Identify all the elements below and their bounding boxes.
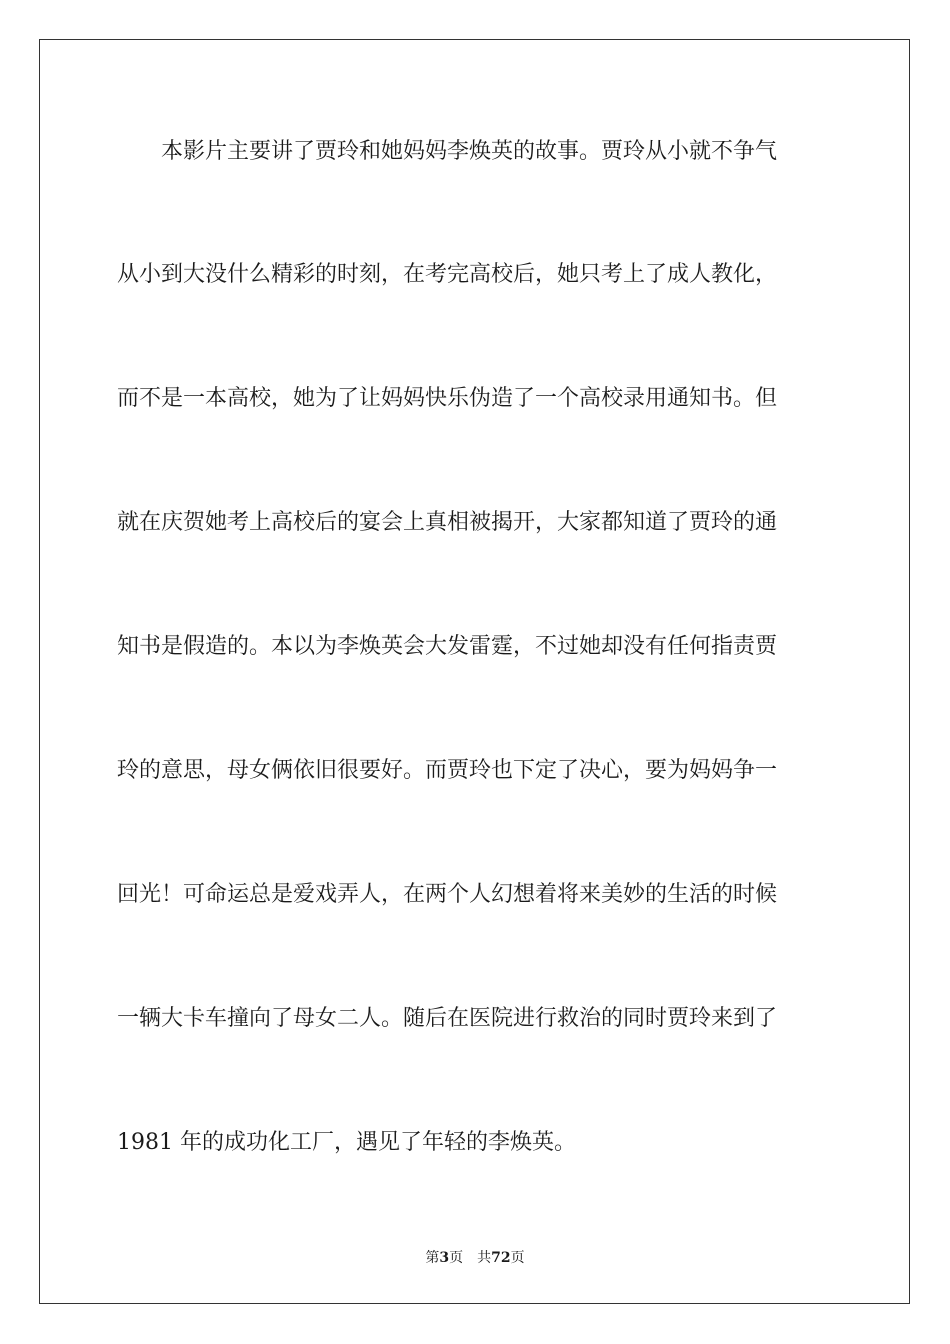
- paragraph-line-6: 玲的意思，母女俩依旧很要好。而贾玲也下定了决心，要为妈妈争一: [117, 758, 778, 783]
- total-pages-label: 共72页: [477, 1250, 525, 1266]
- paragraph-line-9: 1981 年的成功化工厂，遇见了年轻的李焕英。: [117, 1130, 576, 1155]
- paragraph-line-4: 就在庆贺她考上高校后的宴会上真相被揭开，大家都知道了贾玲的通: [117, 510, 778, 535]
- paragraph-line-3: 而不是一本高校，她为了让妈妈快乐伪造了一个高校录用通知书。但: [117, 386, 778, 411]
- paragraph-line-8: 一辆大卡车撞向了母女二人。随后在医院进行救治的同时贾玲来到了: [117, 1006, 778, 1031]
- page-number-label: 第3页: [425, 1250, 464, 1266]
- page-footer: [0, 1249, 950, 1267]
- paragraph-line-1: 本影片主要讲了贾玲和她妈妈李焕英的故事。贾玲从小就不争气: [161, 139, 778, 164]
- page-border: [39, 39, 910, 1304]
- paragraph-line-2: 从小到大没什么精彩的时刻，在考完高校后，她只考上了成人教化，: [117, 262, 778, 287]
- paragraph-line-5: 知书是假造的。本以为李焕英会大发雷霆，不过她却没有任何指责贾: [117, 634, 778, 659]
- paragraph-line-7: 回光！可命运总是爱戏弄人，在两个人幻想着将来美妙的生活的时候: [117, 882, 778, 907]
- total-page-count: 72: [491, 1250, 511, 1266]
- current-page-number: 3: [439, 1250, 450, 1266]
